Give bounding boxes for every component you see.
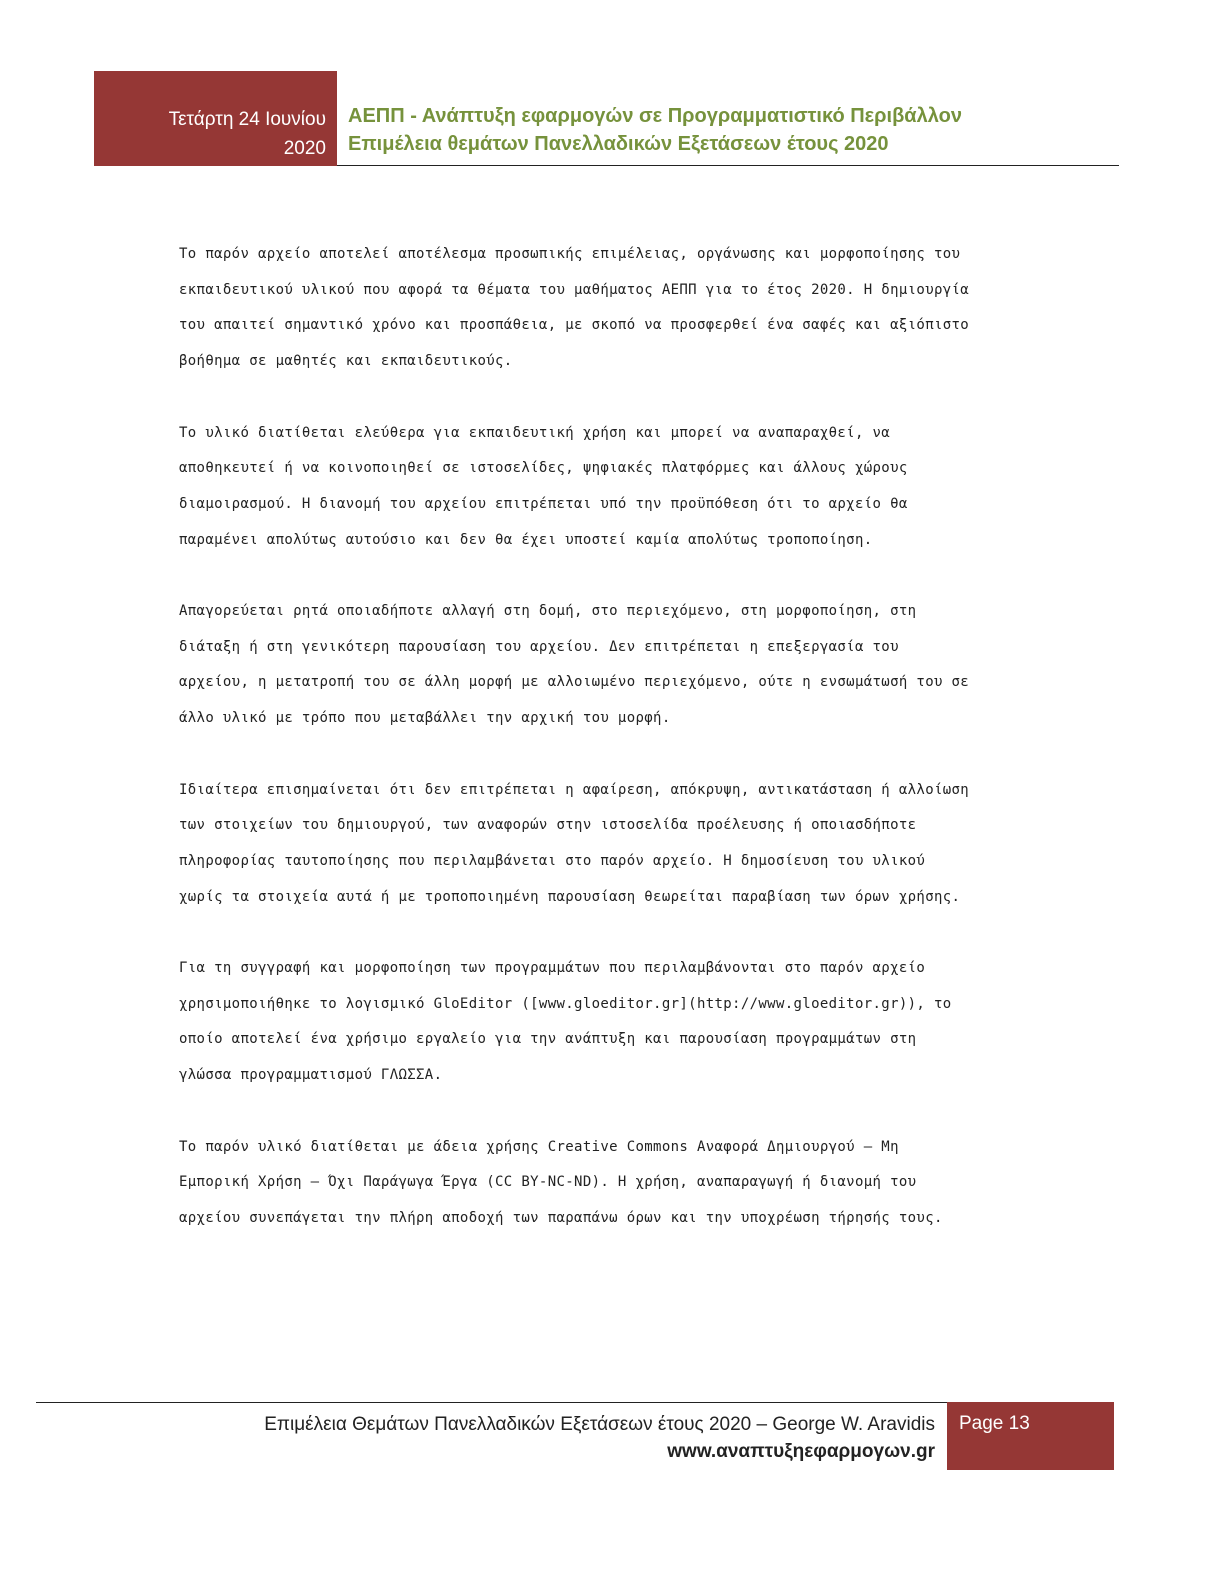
paragraph-line: άλλο υλικό με τρόπο που μεταβάλλει την αρχική του μορφή. (179, 710, 671, 727)
body-paragraph (179, 1130, 1059, 1237)
page-number: Page 13 (959, 1413, 1030, 1434)
paragraph-line: εκπαιδευτικού υλικού που αφορά τα θέματα του μαθήματος ΑΕΠΠ για το έτος 2020. Η δημιουργία (179, 281, 970, 298)
paragraph-line: πληροφορίας ταυτοποίησης που περιλαμβάνεται στο παρόν αρχείο. Η δημοσίευση του υλικού (179, 852, 926, 869)
paragraph-line: χρησιμοποιήθηκε το λογισμικό GloEditor ([www.gloeditor.gr](http://www.gloeditor.gr)), το (179, 995, 952, 1012)
paragraph-line: Το παρόν αρχείο αποτελεί αποτέλεσμα προσωπικής επιμέλειας, οργάνωσης και μορφοποίησης του (179, 246, 961, 262)
header-title-line1: ΑΕΠΠ - Ανάπτυξη εφαρμογών σε Προγραμματιστικό Περιβάλλον (348, 105, 962, 127)
footer-text (264, 1411, 935, 1465)
header-title (348, 102, 1048, 158)
header-divider (337, 165, 1119, 166)
paragraph-line: Ιδιαίτερα επισημαίνεται ότι δεν επιτρέπεται η αφαίρεση, απόκρυψη, αντικατάσταση ή αλλοίωση (179, 781, 970, 798)
body-paragraph (179, 594, 1059, 737)
body-paragraph (179, 237, 1059, 380)
body-paragraph (179, 951, 1059, 1094)
paragraph-line: του απαιτεί σημαντικό χρόνο και προσπάθεια, με σκοπό να προσφερθεί ένα σαφές και αξιόπιστο (179, 317, 970, 334)
paragraph-line: διαμοιρασμού. Η διανομή του αρχείου επιτρέπεται υπό την προϋπόθεση ότι το αρχείο θα (179, 495, 908, 512)
footer-divider (36, 1402, 947, 1403)
paragraph-line: αρχείου, η μετατροπή του σε άλλη μορφή με αλλοιωμένο περιεχόμενο, ούτε η ενσωμάτωσή του σε (179, 674, 970, 691)
paragraph-line: Εμπορική Χρήση – Όχι Παράγωγα Έργα (CC BY-NC-ND). Η χρήση, αναπαραγωγή ή διανομή του (179, 1174, 917, 1191)
document-body (179, 237, 1059, 1272)
paragraph-line: Το υλικό διατίθεται ελεύθερα για εκπαιδευτική χρήση και μπορεί να αναπαραχθεί, να (179, 424, 891, 441)
footer-website-link[interactable]: www.αναπτυξηεφαρμογων.gr (667, 1441, 935, 1462)
body-paragraph (179, 773, 1059, 916)
paragraph-line: Για τη συγγραφή και μορφοποίηση των προγραμμάτων που περιλαμβάνονται στο παρόν αρχείο (179, 960, 926, 976)
paragraph-line: Απαγορεύεται ρητά οποιαδήποτε αλλαγή στη δομή, στο περιεχόμενο, στη μορφοποίηση, στη (179, 603, 917, 619)
paragraph-line: γλώσσα προγραμματισμού ΓΛΩΣΣΑ. (179, 1067, 443, 1084)
footer-credit: Επιμέλεια Θεμάτων Πανελλαδικών Εξετάσεων έτους 2020 – George W. Aravidis (264, 1414, 935, 1435)
paragraph-line: χωρίς τα στοιχεία αυτά ή με τροποποιημένη παρουσίαση θεωρείται παραβίαση των όρων χρήσης. (179, 888, 961, 905)
paragraph-line: παραμένει απολύτως αυτούσιο και δεν θα έχει υποστεί καμία απολύτως τροποποίηση. (179, 531, 873, 548)
header-date-box (94, 71, 337, 166)
paragraph-line: των στοιχείων του δημιουργού, των αναφορών στην ιστοσελίδα προέλευσης ή οποιασδήποτε (179, 817, 917, 834)
paragraph-line: οποίο αποτελεί ένα χρήσιμο εργαλείο για την ανάπτυξη και παρουσίαση προγραμμάτων στη (179, 1031, 917, 1048)
paragraph-line: Το παρόν υλικό διατίθεται με άδεια χρήσης Creative Commons Αναφορά Δημιουργού – Μη (179, 1138, 899, 1155)
paragraph-line: αρχείου συνεπάγεται την πλήρη αποδοχή των παραπάνω όρων και την υποχρέωση τήρησής τους. (179, 1209, 943, 1226)
body-paragraph (179, 416, 1059, 559)
header-date-line1: Τετάρτη 24 Ιουνίου (168, 109, 326, 130)
page-number-box (947, 1402, 1114, 1470)
header-date-line2: 2020 (283, 138, 326, 159)
paragraph-line: βοήθημα σε μαθητές και εκπαιδευτικούς. (179, 353, 513, 370)
header-title-line2: Επιμέλεια θεμάτων Πανελλαδικών Εξετάσεων έτους 2020 (348, 133, 889, 155)
paragraph-line: διάταξη ή στη γενικότερη παρουσίαση του αρχείου. Δεν επιτρέπεται η επεξεργασία του (179, 638, 899, 655)
paragraph-line: αποθηκευτεί ή να κοινοποιηθεί σε ιστοσελίδες, ψηφιακές πλατφόρμες και άλλους χώρους (179, 460, 908, 477)
